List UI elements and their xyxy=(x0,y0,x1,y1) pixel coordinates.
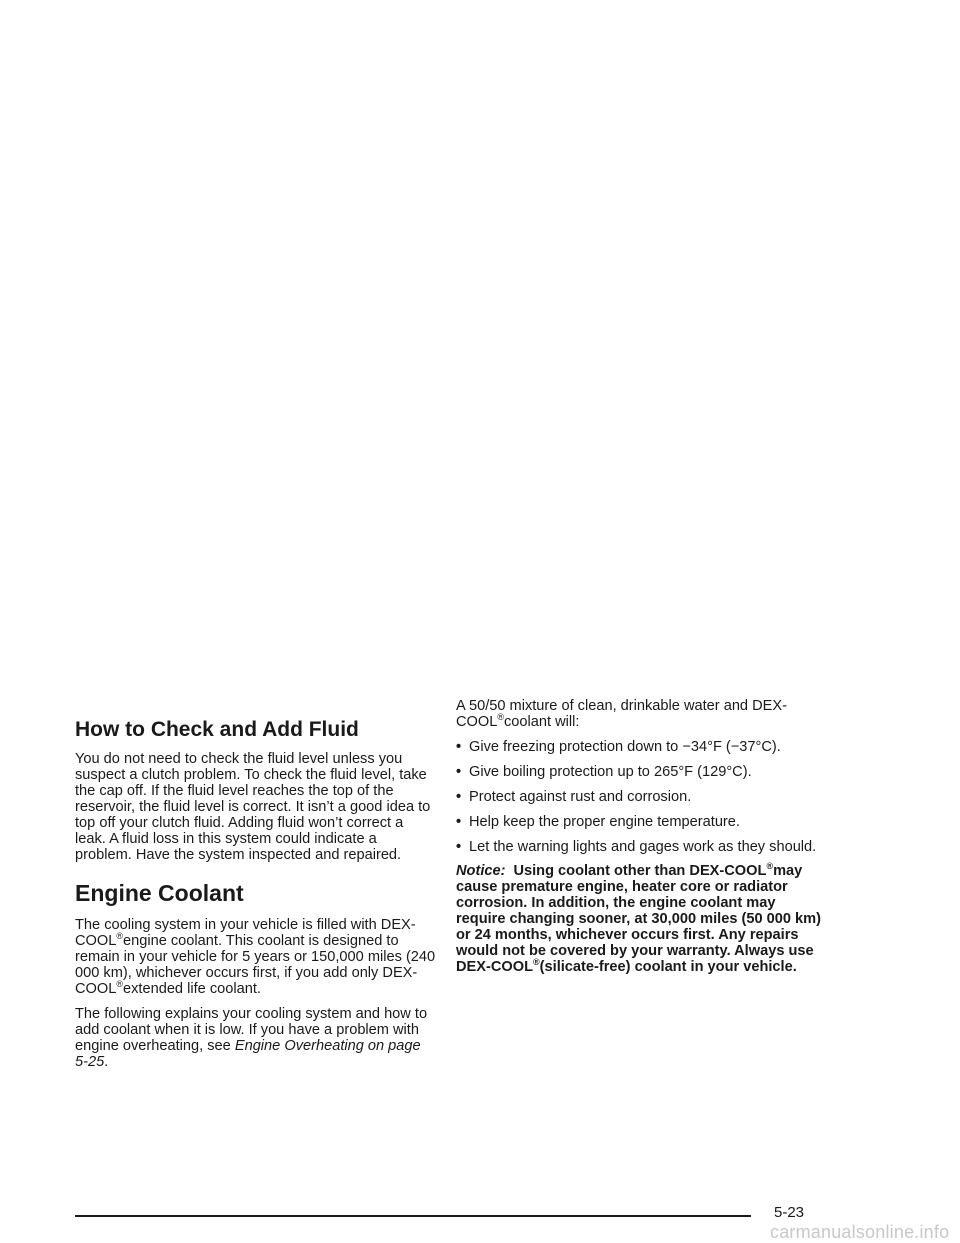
notice-text-b: may cause premature engine, heater core or radiator corrosion. In addition, the engine coolant may require changing sooner, at 30,000 miles (50 000 km) or 24 months, whichever occurs first. Any repairs would not be covered by your warranty. Always use DEX-COOL xyxy=(456,863,822,975)
coolant-intro-text-b: engine coolant. This coolant is designed to remain in your vehicle for 5 years or 150,000 miles (240 000 km), whichever occurs first, if you add only DEX-COOL xyxy=(75,933,436,997)
bullet-icon: • xyxy=(456,739,462,755)
list-item-text: Help keep the proper engine temperature. xyxy=(469,814,740,830)
watermark: carmanualsonline.info xyxy=(770,1222,950,1242)
paragraph-coolant-intro xyxy=(75,917,437,997)
paragraph-coolant-explains xyxy=(75,1006,437,1070)
registered-mark: ® xyxy=(116,979,123,989)
paragraph-mixture-intro xyxy=(456,698,826,730)
mixture-intro-text-b: coolant will: xyxy=(504,714,580,730)
registered-mark: ® xyxy=(533,957,540,967)
registered-mark: ® xyxy=(766,861,774,871)
list-item xyxy=(456,739,826,755)
right-column xyxy=(456,698,826,984)
heading-check-add-fluid: How to Check and Add Fluid xyxy=(75,718,359,741)
coolant-explains-end: . xyxy=(104,1054,109,1070)
notice-label: Notice: xyxy=(456,863,506,879)
coolant-explains-text: The following explains your cooling system and how to add coolant when it is low. If you have a problem with engine overheating, see xyxy=(75,1006,428,1054)
coolant-benefits-list xyxy=(456,739,826,855)
list-item-text: Let the warning lights and gages work as they should. xyxy=(469,839,817,855)
footer-rule xyxy=(75,1215,751,1217)
coolant-intro-text-c: extended life coolant. xyxy=(123,981,261,997)
bullet-icon: • xyxy=(456,839,462,855)
coolant-intro-text-a: The cooling system in your vehicle is filled with DEX-COOL xyxy=(75,917,416,949)
notice-paragraph xyxy=(456,863,826,975)
cross-reference-link[interactable]: Engine Overheating on page 5-25 xyxy=(75,1038,421,1070)
list-item xyxy=(456,764,826,780)
bullet-icon: • xyxy=(456,789,462,805)
notice-text-a: Using coolant other than DEX-COOL xyxy=(513,863,767,879)
page-number: 5-23 xyxy=(774,1204,805,1221)
mixture-intro-text-a: A 50/50 mixture of clean, drinkable water and DEX-COOL xyxy=(456,698,787,730)
bullet-icon: • xyxy=(456,764,462,780)
registered-mark: ® xyxy=(116,931,123,941)
list-item xyxy=(456,789,826,805)
registered-mark: ® xyxy=(497,712,504,722)
list-item-text: Give freezing protection down to −34°F (−37°C). xyxy=(469,739,781,755)
left-column xyxy=(75,717,437,1079)
heading-engine-coolant: Engine Coolant xyxy=(75,880,244,906)
list-item-text: Protect against rust and corrosion. xyxy=(469,789,692,805)
list-item xyxy=(456,814,826,830)
list-item-text: Give boiling protection up to 265°F (129°C). xyxy=(469,764,752,780)
paragraph-check-fluid: You do not need to check the fluid level unless you suspect a clutch problem. To check the fluid level, take the cap off. If the fluid level reaches the top of the reservoir, the fluid level is correct. It isn’t a good idea to top off your clutch fluid. Adding fluid won’t correct a leak. A fluid loss in this system could indicate a problem. Have the system inspected and repaired. xyxy=(75,751,431,863)
notice-text-c: (silicate-free) coolant in your vehicle. xyxy=(539,959,797,975)
list-item xyxy=(456,839,826,855)
bullet-icon: • xyxy=(456,814,462,830)
